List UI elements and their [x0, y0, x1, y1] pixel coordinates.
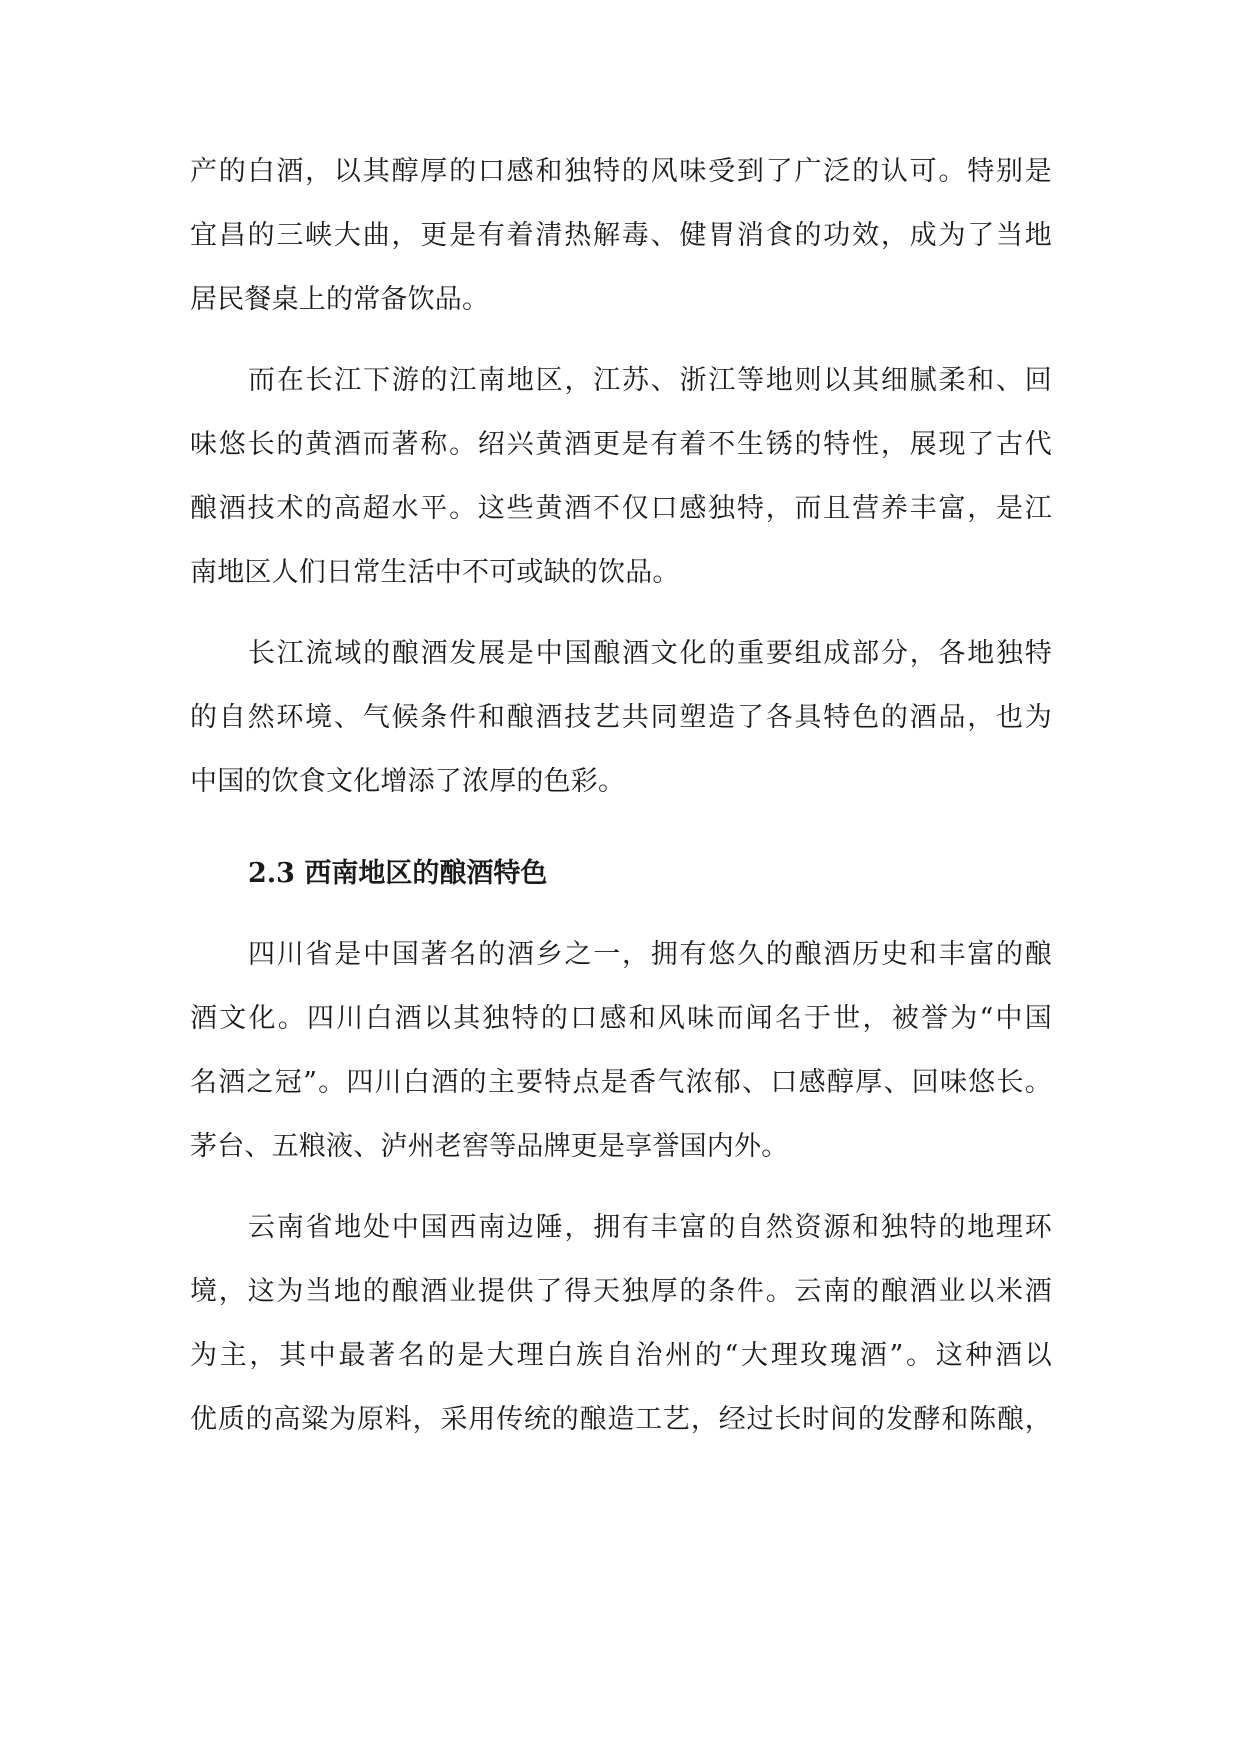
text-line: 优质的高粱为原料，采用传统的酿造工艺，经过长时间的发酵和陈酿，: [190, 1404, 1052, 1435]
text-line: 味悠长的黄酒而著称。绍兴黄酒更是有着不生锈的特性，展现了古代: [190, 429, 1052, 460]
text-line: 四川省是中国著名的酒乡之一，拥有悠久的酿酒历史和丰富的酿: [248, 939, 1052, 970]
paragraph-baijiu-sanxia: [190, 140, 1052, 332]
text-line: 境，这为当地的酿酒业提供了得天独厚的条件。云南的酿酒业以米酒: [190, 1276, 1052, 1307]
text-line: 云南省地处中国西南边陲，拥有丰富的自然资源和独特的地理环: [248, 1212, 1052, 1243]
text-line: 中国的饮食文化增添了浓厚的色彩。: [190, 766, 626, 797]
text-line: 酿酒技术的高超水平。这些黄酒不仅口感独特，而且营养丰富，是江: [190, 493, 1052, 524]
text-line: 为主，其中最著名的是大理白族自治州的“大理玫瑰酒”。这种酒以: [190, 1340, 1052, 1371]
document-body: [190, 140, 1052, 1469]
text-line: 而在长江下游的江南地区，江苏、浙江等地则以其细腻柔和、回: [248, 365, 1052, 396]
paragraph-yunnan-rice-wine: [190, 1196, 1052, 1452]
paragraph-sichuan-baijiu: [190, 923, 1052, 1179]
text-line: 的自然环境、气候条件和酿酒技艺共同塑造了各具特色的酒品，也为: [190, 702, 1052, 733]
text-line: 茅台、五粮液、泸州老窖等品牌更是享誉国内外。: [190, 1131, 789, 1162]
section-heading: 2.3 西南地区的酿酒特色: [248, 858, 548, 889]
text-line: 南地区人们日常生活中不可或缺的饮品。: [190, 557, 680, 588]
text-line: 名酒之冠”。四川白酒的主要特点是香气浓郁、口感醇厚、回味悠长。: [190, 1067, 1052, 1098]
text-line: 宜昌的三峡大曲，更是有着清热解毒、健胃消食的功效，成为了当地: [190, 220, 1052, 251]
paragraph-changjiang-summary: [190, 622, 1052, 814]
text-line: 酒文化。四川白酒以其独特的口感和风味而闻名于世，被誉为“中国: [190, 1003, 1052, 1034]
text-line: 产的白酒，以其醇厚的口感和独特的风味受到了广泛的认可。特别是: [190, 156, 1052, 187]
paragraph-jiangnan-huangjiu: [190, 349, 1052, 605]
text-line: 长江流域的酿酒发展是中国酿酒文化的重要组成部分，各地独特: [248, 638, 1052, 669]
text-line: 居民餐桌上的常备饮品。: [190, 284, 490, 315]
